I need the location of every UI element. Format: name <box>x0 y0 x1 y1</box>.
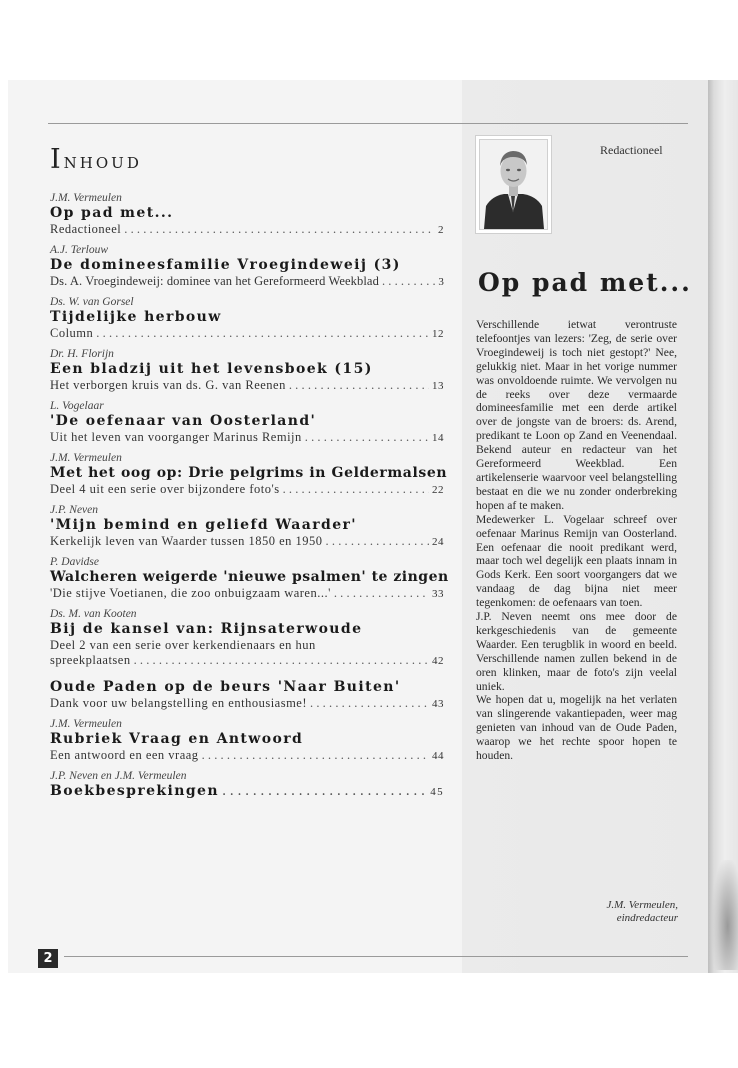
toc-entry-description-first-line: Deel 2 van een serie over kerkendienaars en hun <box>50 638 316 652</box>
toc-entry-title[interactable]: Een bladzij uit het levensboek (15) <box>50 361 373 377</box>
toc-heading-rest: nhoud <box>63 149 142 174</box>
toc-entry-title[interactable]: 'De oefenaar van Oosterland' <box>50 413 317 429</box>
toc-entry-author: Ds. M. van Kooten <box>50 608 137 620</box>
toc-entry-page: 42 <box>432 655 444 667</box>
editorial-title: Op pad met... <box>478 268 692 297</box>
toc-entry-author: P. Davidse <box>50 556 99 568</box>
toc-entry-author: A.J. Terlouw <box>50 244 109 256</box>
next-page-edge <box>708 80 738 973</box>
dot-leader <box>334 586 429 601</box>
toc-entry-title[interactable]: Walcheren weigerde 'nieuwe psalmen' te zingen <box>50 569 449 585</box>
editorial-paragraph: We hopen dat u, mogelijk na het verlaten van slingerende vakantiepaden, weer mag genieten van inhoud van de Oude Paden, waarop we het rechte spoor hopen te houden. <box>476 693 677 763</box>
toc-entry-description <box>50 482 444 498</box>
editorial-paragraph: Verschillende ietwat verontruste telefoontjes van lezers: 'Zeg, de serie over Vroegindeweij is toch niet gestopt?' Nee, gelukkig niet. Maar in het vorige nummer was onvoldoende ruimte. We vervolgen nu de reeks over deze vermaarde domineesfamilie met een derde artikel over de jongste van de broers: ds. Arend, predikant te Loon op Zand en Veenendaal. Bekend auteur en redacteur van het Gereformeerd Weekblad. Een artikelenserie waarvoor veel belangstelling bestaat en die we nu zonder onderbreking hopen af te maken. <box>476 318 677 512</box>
toc-entry-title[interactable]: De domineesfamilie Vroegindeweij (3) <box>50 257 401 273</box>
dot-leader <box>96 326 429 341</box>
editorial-paragraph: J.P. Neven neemt ons mee door de kerkgeschiedenis van de gemeente Waarder. Een terugblik in woord en beeld. Verschillende namen zullen bekend in de oren klinken, maar de foto's zijn veelal uniek. <box>476 610 677 693</box>
table-of-contents <box>50 192 449 807</box>
toc-entry[interactable] <box>50 296 444 342</box>
top-rule <box>48 123 688 124</box>
toc-entry-title[interactable]: Tijdelijke herbouw <box>50 309 222 325</box>
toc-entry-author: J.P. Neven <box>50 504 99 516</box>
toc-entry[interactable] <box>50 504 444 550</box>
toc-entry-description <box>50 430 444 446</box>
toc-entry-description <box>50 326 444 342</box>
toc-entry-title[interactable]: Boekbesprekingen <box>50 783 219 799</box>
signature-role: eindredacteur <box>616 912 678 924</box>
toc-entry-desc-text: Kerkelijk leven van Waarder tussen 1850 en 1950 <box>50 534 323 548</box>
toc-entry-description <box>50 748 444 764</box>
toc-entry-author: Ds. W. van Gorsel <box>50 296 134 308</box>
toc-entry[interactable] <box>50 608 444 669</box>
toc-entry-description <box>50 696 444 712</box>
editor-portrait-image <box>480 140 547 229</box>
dot-leader <box>222 783 427 800</box>
toc-entry-author: L. Vogelaar <box>50 400 104 412</box>
page-edge-shadow <box>712 860 738 970</box>
toc-entry-desc-text: Column <box>50 326 94 340</box>
toc-entry-page: 2 <box>438 224 444 236</box>
toc-entry-page: 44 <box>432 750 444 762</box>
page-number: 2 <box>38 949 58 968</box>
editorial-paragraph: Medewerker L. Vogelaar schreef over oefenaar Marinus Remijn van Oosterland. Een oefenaar die nooit predikant werd, maar toch wel degelijk een plaats innam in Gods Kerk. Een soort voorgangers dat we vandaag de dag bijna niet meer tegenkomen: de oefenaars van toen. <box>476 512 677 610</box>
toc-entry-desc-text: Dank voor uw belangstelling en enthousiasme! <box>50 696 308 710</box>
toc-entry-page: 12 <box>432 328 444 340</box>
toc-entry-description <box>50 653 444 669</box>
editorial-body <box>476 318 677 763</box>
toc-entry-desc-text: spreekplaatsen <box>50 653 131 667</box>
dot-leader <box>326 534 429 549</box>
toc-entry[interactable] <box>50 244 444 290</box>
toc-entry-page: 22 <box>432 484 444 496</box>
dot-leader <box>382 274 435 289</box>
toc-entry-desc-text: Redactioneel <box>50 222 122 236</box>
toc-entry-title[interactable]: Rubriek Vraag en Antwoord <box>50 731 304 747</box>
toc-entry-desc-text: Ds. A. Vroegindeweij: dominee van het Gereformeerd Weekblad <box>50 274 379 288</box>
toc-entry-page: 33 <box>432 588 444 600</box>
dot-leader <box>289 378 429 393</box>
toc-entry-title[interactable]: Bij de kansel van: Rijnsaterwoude <box>50 621 363 637</box>
dot-leader <box>202 748 429 763</box>
toc-entry-title[interactable]: Oude Paden op de beurs 'Naar Buiten' <box>50 679 401 695</box>
toc-entry-page: 14 <box>432 432 444 444</box>
toc-entry-desc-text: Het verborgen kruis van ds. G. van Reenen <box>50 378 286 392</box>
dot-leader <box>134 653 429 668</box>
toc-entry-page: 45 <box>430 786 444 798</box>
dot-leader <box>310 696 429 711</box>
dot-leader <box>124 222 435 237</box>
toc-entry-description <box>50 378 444 394</box>
dot-leader <box>283 482 429 497</box>
toc-entry-desc-text: 'Die stijve Voetianen, die zoo onbuigzaam waren...' <box>50 586 331 600</box>
toc-entry[interactable] <box>50 556 449 602</box>
bottom-rule <box>64 956 688 957</box>
toc-entry-title[interactable]: Op pad met... <box>50 205 174 221</box>
toc-entry-author: J.M. Vermeulen <box>50 192 122 204</box>
signature <box>607 899 678 925</box>
toc-heading <box>50 144 142 175</box>
toc-entry-author: J.M. Vermeulen <box>50 452 122 464</box>
toc-entry[interactable] <box>50 679 444 712</box>
toc-entry-page: 13 <box>432 380 444 392</box>
toc-entry[interactable] <box>50 400 444 446</box>
toc-entry-author: Dr. H. Florijn <box>50 348 114 360</box>
toc-entry[interactable] <box>50 718 444 764</box>
toc-entry-page: 24 <box>432 536 444 548</box>
section-label: Redactioneel <box>600 143 663 157</box>
toc-entry-description <box>50 222 444 238</box>
toc-entry-desc-text: Uit het leven van voorganger Marinus Remijn <box>50 430 302 444</box>
toc-entry[interactable] <box>50 192 444 238</box>
toc-entry-title[interactable]: 'Mijn bemind en geliefd Waarder' <box>50 517 357 533</box>
toc-entry-desc-text: Deel 4 uit een serie over bijzondere foto's <box>50 482 280 496</box>
toc-entry-author: J.M. Vermeulen <box>50 718 122 730</box>
toc-entry[interactable] <box>50 348 444 394</box>
dot-leader <box>305 430 429 445</box>
toc-entry-description <box>50 274 444 290</box>
toc-entry-author: J.P. Neven en J.M. Vermeulen <box>50 770 187 782</box>
toc-entry-description <box>50 586 444 602</box>
toc-entry-title[interactable]: Met het oog op: Drie pelgrims in Geldermalsen <box>50 465 448 481</box>
toc-entry-desc-text: Een antwoord en een vraag <box>50 748 199 762</box>
toc-entry-title-line <box>50 783 444 801</box>
toc-entry-page: 3 <box>438 276 444 288</box>
toc-entry-description <box>50 534 444 550</box>
toc-entry-page: 43 <box>432 698 444 710</box>
toc-entry[interactable] <box>50 770 444 801</box>
editor-portrait <box>479 139 548 230</box>
toc-entry[interactable] <box>50 452 448 498</box>
signature-name: J.M. Vermeulen, <box>606 899 678 911</box>
toc-heading-initial: I <box>50 144 64 175</box>
